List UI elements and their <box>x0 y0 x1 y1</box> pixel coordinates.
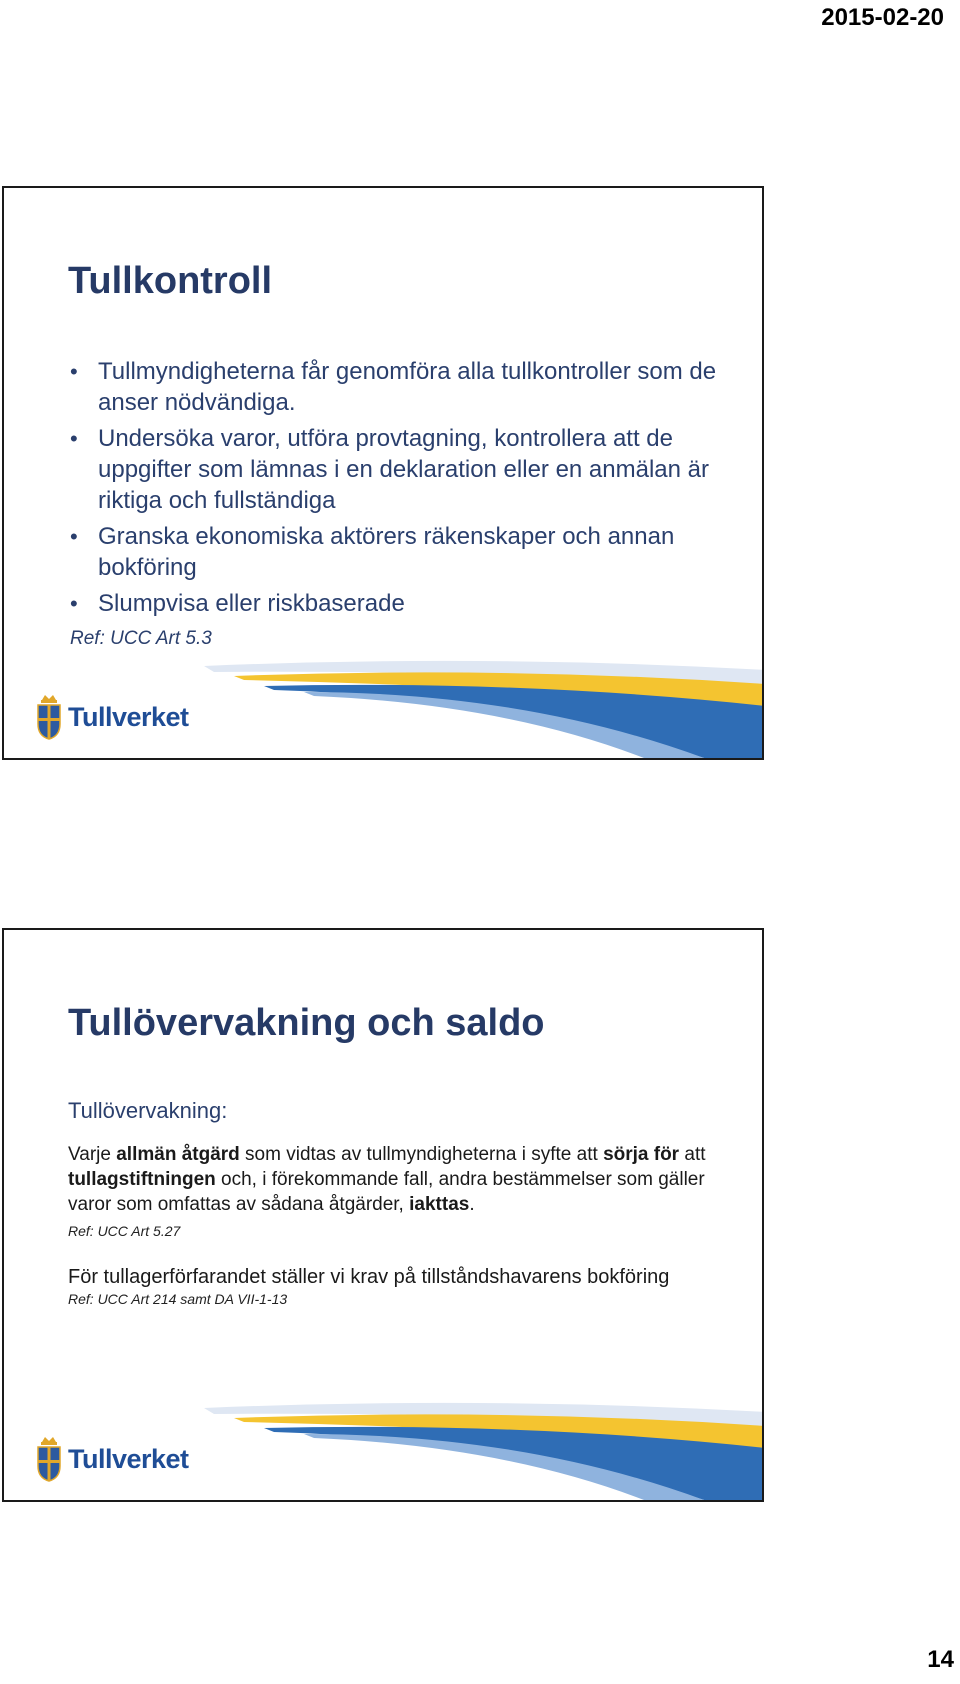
slide-subtitle: Tullövervakning: <box>68 1098 228 1123</box>
coat-of-arms-icon <box>36 694 62 740</box>
slide-title: Tullövervakning och saldo <box>68 1002 545 1044</box>
text-run: . <box>469 1194 475 1215</box>
text-run: som vidtas av tullmyndigheterna i syfte att <box>239 1144 604 1165</box>
logo-text: Tullverket <box>68 1443 189 1474</box>
definition-paragraph <box>68 1142 738 1217</box>
slide-body <box>68 1098 738 1307</box>
bullet-item: • Tullmyndigheterna får genomföra alla tullkontroller som de anser nödvändiga. <box>70 356 730 418</box>
slide-title: Tullkontroll <box>68 260 273 302</box>
slide-reference: Ref: UCC Art 5.3 <box>70 628 212 649</box>
tullverket-logo <box>36 1436 189 1482</box>
text-run: och, i förekommande fall, andra bestämmelser som gäller varor som omfattas av sådana åtgärder, <box>68 1169 705 1215</box>
slide-reference: Ref: UCC Art 5.27 <box>68 1223 181 1239</box>
coat-of-arms-icon <box>36 1436 62 1482</box>
bold-text: tullagstiftningen <box>68 1169 216 1190</box>
text-run: att <box>679 1144 706 1165</box>
slide-tullkontroll <box>2 186 764 760</box>
bold-text: iakttas <box>409 1194 470 1215</box>
tullverket-logo <box>36 694 189 740</box>
slide-reference: Ref: UCC Art 214 samt DA VII-1-13 <box>68 1291 288 1307</box>
page-date: 2015-02-20 <box>821 4 944 31</box>
bold-text: sörja för <box>603 1144 680 1165</box>
bold-text: allmän åtgärd <box>116 1144 240 1165</box>
bullet-item: • Slumpvisa eller riskbaserade <box>70 588 730 619</box>
bullet-item: • Granska ekonomiska aktörers räkenskaper och annan bokföring <box>70 521 730 583</box>
logo-text: Tullverket <box>68 701 189 732</box>
bullet-list <box>70 356 730 624</box>
slide-tullovervakning <box>2 928 764 1502</box>
text-run: Varje <box>68 1144 117 1165</box>
requirement-text: För tullagerförfarandet ställer vi krav på tillståndshavarens bokföring <box>68 1266 670 1288</box>
bullet-item: • Undersöka varor, utföra provtagning, kontrollera att de uppgifter som lämnas i en deklaration eller en anmälan är riktiga och fullständiga <box>70 423 730 516</box>
page-number: 14 <box>927 1646 954 1673</box>
